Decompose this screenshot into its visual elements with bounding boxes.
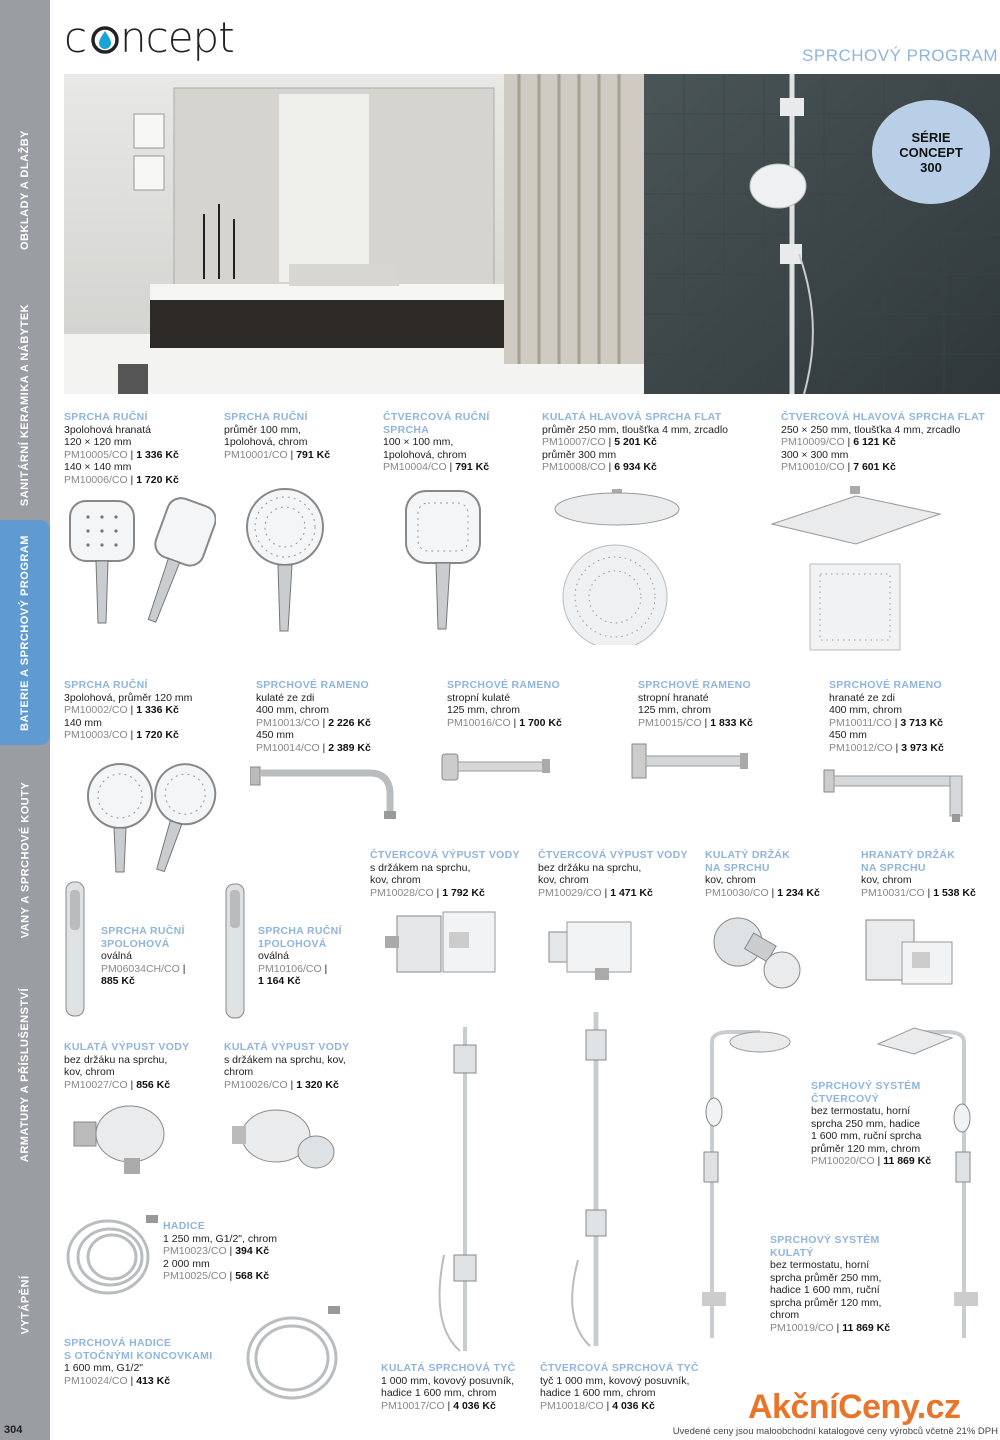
square-shower-rail-image <box>560 1010 630 1350</box>
product-title: SPRCHA <box>383 423 430 436</box>
sidebar-item-label: VYTÁPĚNÍ <box>19 1275 32 1335</box>
product-title: KULATÝ <box>770 1246 814 1259</box>
sidebar-item-label: SANITÁRNÍ KERAMIKA A NÁBYTEK <box>19 303 32 507</box>
product-desc: průměr 120 mm, chrom <box>811 1142 921 1155</box>
product-p22: SPRCHOVÁ HADICE S OTOČNÝMI KONCOVKAMI 1 600 mm, G1/2" PM10024/CO | 413 Kč <box>64 1337 213 1387</box>
product-p10: SPRCHOVÉ RAMENO hranaté ze zdi 400 mm, chrom PM10011/CO | 3 713 Kč 450 mm PM10012/CO | 3 973 Kč <box>829 679 944 754</box>
product-p15: SPRCHA RUČNÍ 3POLOHOVÁ oválná PM06034CH/CO | 885 Kč <box>101 925 186 987</box>
oval-hand-shower-1-image <box>220 882 250 1022</box>
sidebar-item-armatury[interactable] <box>0 975 50 1175</box>
product-code: PM10028/CO <box>370 886 434 899</box>
round-hand-shower-pair-image <box>84 758 224 878</box>
product-desc: 140 mm <box>64 716 102 729</box>
product-p13: KULATÝ DRŽÁK NA SPRCHU kov, chrom PM10030/CO | 1 234 Kč <box>705 849 820 899</box>
product-desc: 3polohová, průměr 120 mm <box>64 691 193 704</box>
brand-logo <box>64 14 234 73</box>
product-code: PM10007/CO <box>542 436 606 448</box>
product-desc: tyč 1 000 mm, kovový posuvník, <box>540 1374 690 1387</box>
product-p7: SPRCHOVÉ RAMENO kulaté ze zdi 400 mm, chrom PM10013/CO | 2 226 Kč 450 mm PM10014/CO | 2 389 Kč <box>256 679 371 754</box>
square-ceiling-arm-image <box>630 742 760 782</box>
section-title: SPRCHOVÝ PROGRAM <box>802 46 998 65</box>
svg-text:ncept: ncept <box>120 14 234 62</box>
product-desc: bez držáku na sprchu, <box>538 861 642 874</box>
product-desc: 125 mm, chrom <box>638 704 711 716</box>
square-outlet-holder-image <box>385 910 500 980</box>
product-title: SPRCHOVÉ RAMENO <box>256 679 370 691</box>
sidebar-item-vytapeni[interactable] <box>0 1250 50 1360</box>
product-price: 1 792 Kč <box>442 886 485 899</box>
svg-text:c: c <box>64 14 87 62</box>
product-title: ČTVERCOVÁ VÝPUST VODY <box>370 849 520 861</box>
product-p24: ČTVERCOVÁ SPRCHOVÁ TYČ tyč 1 000 mm, kovový posuvník, hadice 1 600 mm, chrom PM10018/CO | 4 036 Kč <box>540 1362 699 1412</box>
round-hand-shower-image <box>240 485 330 635</box>
product-desc: průměr 300 mm <box>542 448 617 461</box>
product-code: PM10012/CO <box>829 741 893 754</box>
product-desc: 1 000 mm, kovový posuvník, <box>381 1374 515 1387</box>
product-p23: KULATÁ SPRCHOVÁ TYČ 1 000 mm, kovový posuvník, hadice 1 600 mm, chrom PM10017/CO | 4 036 Kč <box>381 1362 516 1412</box>
product-code: PM10030/CO <box>705 886 769 899</box>
product-code: PM10023/CO <box>163 1245 227 1257</box>
product-title: SPRCHA RUČNÍ <box>64 411 148 423</box>
watermark: AkčníCeny.cz <box>748 1388 961 1426</box>
product-p6: SPRCHA RUČNÍ 3polohová, průměr 120 mm PM10002/CO | 1 336 Kč 140 mm PM10003/CO | 1 720 Kč <box>64 679 193 741</box>
product-code: PM10026/CO <box>224 1078 288 1091</box>
product-desc: 140 × 140 mm <box>64 461 132 473</box>
product-p11: ČTVERCOVÁ VÝPUST VODY s držákem na sprchu, kov, chrom PM10028/CO | 1 792 Kč <box>370 849 520 899</box>
page-number: 304 <box>4 1424 23 1436</box>
product-desc: 3polohová hranatá <box>64 423 151 436</box>
round-shower-rail-image <box>430 1025 500 1355</box>
product-title: KULATÝ DRŽÁK <box>705 849 791 861</box>
product-code: PM10001/CO <box>224 448 288 461</box>
product-title: KULATÁ HLAVOVÁ SPRCHA FLAT <box>542 411 722 423</box>
product-title: KULATÁ VÝPUST VODY <box>64 1041 190 1053</box>
sidebar <box>0 0 50 1440</box>
product-desc: 2 000 mm <box>163 1257 210 1270</box>
product-desc: kov, chrom <box>705 874 756 886</box>
sidebar-item-label: VANY A SPRCHOVÉ KOUTY <box>19 781 32 939</box>
product-desc: 125 mm, chrom <box>447 704 520 716</box>
product-code: PM10106/CO <box>258 962 322 975</box>
product-price: 1 538 Kč <box>933 886 976 899</box>
hero-image <box>64 74 1000 394</box>
product-title: HADICE <box>163 1220 206 1232</box>
product-p1: SPRCHA RUČNÍ 3polohová hranatá 120 × 120 mm PM10005/CO | 1 336 Kč 140 × 140 mm PM10006/CO | 1 720 Kč <box>64 411 179 486</box>
product-code: PM06034CH/CO <box>101 962 180 975</box>
product-desc: hranaté ze zdi <box>829 691 895 704</box>
product-title: 1POLOHOVÁ <box>258 937 327 950</box>
product-p20: HADICE 1 250 mm, G1/2", chrom PM10023/CO | 394 Kč 2 000 mm PM10025/CO | 568 Kč <box>163 1220 278 1282</box>
square-head-shower-image <box>770 484 945 654</box>
product-desc: 100 × 100 mm, <box>383 436 454 448</box>
product-price: 394 Kč <box>235 1245 270 1257</box>
badge-line-1: SÉRIE <box>911 129 951 145</box>
product-p5: ČTVERCOVÁ HLAVOVÁ SPRCHA FLAT 250 × 250 mm, tloušťka 4 mm, zrcadlo PM10009/CO | 6 121 Kč 300 × 300 mm PM10010/CO | 7 601 Kč <box>781 411 985 473</box>
product-desc: chrom <box>224 1066 254 1078</box>
round-outlet-holder-image <box>232 1100 342 1175</box>
product-price: 1 164 Kč <box>258 975 301 987</box>
product-title: SPRCHOVÝ SYSTÉM <box>770 1234 880 1246</box>
product-desc: 250 × 250 mm, tloušťka 4 mm, zrcadlo <box>781 423 961 436</box>
product-desc: chrom <box>770 1309 800 1321</box>
product-desc: stropní kulaté <box>447 691 511 704</box>
product-desc: stropní hranaté <box>638 691 709 704</box>
product-code: PM10024/CO <box>64 1374 128 1387</box>
product-code: PM10013/CO <box>256 716 320 729</box>
sidebar-item-obklady[interactable] <box>0 100 50 280</box>
product-price: 856 Kč <box>136 1078 171 1091</box>
round-wall-arm-image <box>250 765 410 825</box>
product-code: PM10008/CO <box>542 461 606 473</box>
product-title: SPRCHOVÉ RAMENO <box>638 679 752 691</box>
badge-line-3: 300 <box>920 159 942 175</box>
sidebar-item-vany[interactable] <box>0 760 50 960</box>
product-desc: bez držáku na sprchu, <box>64 1053 168 1066</box>
product-code: PM10010/CO <box>781 461 845 473</box>
product-price: 791 Kč <box>455 461 490 473</box>
product-code: PM10015/CO <box>638 716 702 729</box>
product-desc: 300 × 300 mm <box>781 448 849 461</box>
product-p8: SPRCHOVÉ RAMENO stropní kulaté 125 mm, chrom PM10016/CO | 1 700 Kč <box>447 679 562 729</box>
product-price: 1 720 Kč <box>136 473 179 486</box>
product-p14: HRANATÝ DRŽÁK NA SPRCHU kov, chrom PM10031/CO | 1 538 Kč <box>861 849 976 899</box>
product-desc: sprcha průměr 120 mm, <box>770 1296 882 1309</box>
product-desc: 400 mm, chrom <box>829 704 902 716</box>
product-code: PM10005/CO <box>64 448 128 461</box>
product-price: 11 869 Kč <box>883 1155 932 1167</box>
product-desc: průměr 100 mm, <box>224 423 302 436</box>
product-code: PM10031/CO <box>861 886 925 899</box>
round-holder-image <box>708 910 803 1000</box>
product-code: PM10014/CO <box>256 741 320 754</box>
product-p16: SPRCHA RUČNÍ 1POLOHOVÁ oválná PM10106/CO | 1 164 Kč <box>258 925 342 987</box>
product-desc: 120 × 120 mm <box>64 436 132 448</box>
product-title: ČTVERCOVÁ SPRCHOVÁ TYČ <box>540 1362 699 1374</box>
product-price: 1 720 Kč <box>136 729 179 741</box>
sidebar-item-label: ARMATURY A PŘÍSLUŠENSTVÍ <box>19 987 32 1163</box>
product-desc: 450 mm <box>256 729 294 741</box>
product-desc: oválná <box>101 950 132 962</box>
product-p19: SPRCHOVÝ SYSTÉM ČTVERCOVÝ bez termostatu, horní sprcha 250 mm, hadice 1 600 mm, ruční sprcha průměr 120 mm, chrom PM10020/CO | 11 869 Kč <box>811 1080 932 1167</box>
hose-swivel-image <box>236 1300 346 1410</box>
product-desc: oválná <box>258 950 289 962</box>
product-desc: bez termostatu, horní <box>770 1259 870 1271</box>
product-desc: 400 mm, chrom <box>256 704 329 716</box>
product-desc: průměr 250 mm, tloušťka 4 mm, zrcadlo <box>542 423 728 436</box>
product-price: 1 700 Kč <box>519 716 562 729</box>
price-note: Uvedené ceny jsou maloobchodní katalogové ceny výrobců včetně 21% DPH <box>672 1426 998 1437</box>
product-code: PM10020/CO <box>811 1155 875 1167</box>
product-p4: KULATÁ HLAVOVÁ SPRCHA FLAT průměr 250 mm, tloušťka 4 mm, zrcadlo PM10007/CO | 5 201 Kč průměr 300 mm PM10008/CO | 6 934 Kč <box>542 411 728 473</box>
product-price: 1 336 Kč <box>136 704 179 716</box>
product-desc: bez termostatu, horní <box>811 1105 911 1117</box>
product-title: KULATÁ VÝPUST VODY <box>224 1041 350 1053</box>
product-p21: SPRCHOVÝ SYSTÉM KULATÝ bez termostatu, horní sprcha průměr 250 mm, hadice 1 600 mm, ruční sprcha průměr 120 mm, chrom PM10019/CO | 11 869 Kč <box>770 1234 891 1334</box>
product-code: PM10025/CO <box>163 1270 227 1282</box>
product-title: SPRCHA RUČNÍ <box>258 925 342 937</box>
product-desc: hadice 1 600 mm, chrom <box>381 1387 497 1399</box>
product-desc: s držákem na sprchu, kov, <box>224 1053 346 1066</box>
product-p17: KULATÁ VÝPUST VODY bez držáku na sprchu, kov, chrom PM10027/CO | 856 Kč <box>64 1041 190 1091</box>
hose-coil-image <box>62 1205 162 1305</box>
product-code: PM10027/CO <box>64 1078 128 1091</box>
product-desc: 1polohová, chrom <box>383 448 467 461</box>
product-code: PM10019/CO <box>770 1321 834 1334</box>
product-code: PM10003/CO <box>64 729 128 741</box>
product-desc: kov, chrom <box>538 874 589 886</box>
product-price: 791 Kč <box>296 448 331 461</box>
product-desc: kov, chrom <box>370 874 421 886</box>
product-price: 5 201 Kč <box>614 436 657 448</box>
product-title: ČTVERCOVÁ RUČNÍ <box>383 411 490 423</box>
product-price: 1 234 Kč <box>777 886 820 899</box>
product-desc: sprcha průměr 250 mm, <box>770 1271 882 1284</box>
square-outlet-image <box>543 912 643 982</box>
product-price: 3 973 Kč <box>901 741 944 754</box>
product-code: PM10006/CO <box>64 473 128 486</box>
product-price: 11 869 Kč <box>842 1321 891 1334</box>
oval-hand-shower-3-image <box>60 880 90 1020</box>
product-price: 1 336 Kč <box>136 448 179 461</box>
product-desc: hadice 1 600 mm, ruční <box>770 1284 880 1296</box>
product-desc: 1 600 mm, ruční sprcha <box>811 1130 922 1142</box>
square-holder-image <box>862 916 957 996</box>
product-title: 3POLOHOVÁ <box>101 937 170 950</box>
product-title: ČTVERCOVÁ HLAVOVÁ SPRCHA FLAT <box>781 411 985 423</box>
square-hand-shower-single-image <box>398 485 488 635</box>
product-desc: hadice 1 600 mm, chrom <box>540 1387 656 1399</box>
product-price: 6 121 Kč <box>853 436 896 448</box>
product-title: SPRCHOVÁ HADICE <box>64 1337 172 1349</box>
product-price: 885 Kč <box>101 975 135 987</box>
product-title: SPRCHOVÉ RAMENO <box>447 679 561 691</box>
product-desc: 1 250 mm, G1/2", chrom <box>163 1232 278 1245</box>
product-desc: 450 mm <box>829 729 867 741</box>
product-code: PM10029/CO <box>538 886 602 899</box>
product-desc: kov, chrom <box>861 874 912 886</box>
product-code: PM10009/CO <box>781 436 845 448</box>
product-desc: 1 600 mm, G1/2" <box>64 1362 144 1374</box>
product-price: 4 036 Kč <box>453 1399 496 1412</box>
product-title: NA SPRCHU <box>861 861 926 874</box>
round-outlet-image <box>72 1102 172 1177</box>
product-price: 1 471 Kč <box>610 886 653 899</box>
product-desc: sprcha 250 mm, hadice <box>811 1117 921 1130</box>
product-title: KULATÁ SPRCHOVÁ TYČ <box>381 1362 516 1374</box>
product-title: S OTOČNÝMI KONCOVKAMI <box>64 1349 213 1362</box>
product-title: SPRCHA RUČNÍ <box>64 679 148 691</box>
badge-line-2: CONCEPT <box>899 144 963 160</box>
concept-logo-icon <box>64 14 234 62</box>
product-p3: ČTVERCOVÁ RUČNÍ SPRCHA 100 × 100 mm, 1polohová, chrom PM10004/CO | 791 Kč <box>383 411 490 473</box>
product-price: 3 713 Kč <box>900 716 944 729</box>
square-wall-arm-image <box>822 768 972 828</box>
product-title: SPRCHOVÉ RAMENO <box>829 679 943 691</box>
sidebar-item-label: OBKLADY A DLAŽBY <box>19 129 32 251</box>
product-price: 6 934 Kč <box>614 461 657 473</box>
product-code: PM10018/CO <box>540 1399 604 1412</box>
sidebar-item-baterie[interactable] <box>0 520 50 745</box>
product-title: ČTVERCOVÝ <box>811 1092 880 1105</box>
square-hand-shower-image <box>66 495 216 640</box>
product-price: 1 833 Kč <box>710 716 753 729</box>
product-p2: SPRCHA RUČNÍ průměr 100 mm, 1polohová, chrom PM10001/CO | 791 Kč <box>224 411 331 461</box>
product-desc: 1polohová, chrom <box>224 436 308 448</box>
round-head-shower-image <box>552 485 682 645</box>
product-title: SPRCHA RUČNÍ <box>101 925 185 937</box>
product-price: 413 Kč <box>136 1374 171 1387</box>
product-code: PM10002/CO <box>64 704 128 716</box>
product-title: ČTVERCOVÁ VÝPUST VODY <box>538 849 688 861</box>
product-desc: kulaté ze zdi <box>256 691 315 704</box>
product-title: SPRCHA RUČNÍ <box>224 411 308 423</box>
product-title: SPRCHOVÝ SYSTÉM <box>811 1080 921 1092</box>
product-price: 4 036 Kč <box>612 1399 655 1412</box>
product-code: PM10017/CO <box>381 1399 445 1412</box>
product-title: NA SPRCHU <box>705 861 770 874</box>
product-code: PM10016/CO <box>447 716 511 729</box>
product-code: PM10011/CO <box>829 716 892 729</box>
product-p12: ČTVERCOVÁ VÝPUST VODY bez držáku na sprchu, kov, chrom PM10029/CO | 1 471 Kč <box>538 849 688 899</box>
product-desc: s držákem na sprchu, <box>370 861 471 874</box>
product-price: 2 226 Kč <box>328 716 371 729</box>
product-code: PM10004/CO <box>383 461 447 473</box>
product-p9: SPRCHOVÉ RAMENO stropní hranaté 125 mm, chrom PM10015/CO | 1 833 Kč <box>638 679 753 729</box>
round-ceiling-arm-image <box>440 748 560 788</box>
product-price: 7 601 Kč <box>853 461 896 473</box>
product-price: 1 320 Kč <box>296 1078 339 1091</box>
sidebar-item-keramika[interactable] <box>0 290 50 520</box>
sidebar-item-label: BATERIE A SPRCHOVÝ PROGRAM <box>19 534 32 731</box>
product-title: HRANATÝ DRŽÁK <box>861 849 956 861</box>
product-price: 568 Kč <box>235 1270 270 1282</box>
product-desc: kov, chrom <box>64 1066 115 1078</box>
series-badge <box>872 100 990 204</box>
product-price: 2 389 Kč <box>328 741 371 754</box>
product-p18: KULATÁ VÝPUST VODY s držákem na sprchu, kov, chrom PM10026/CO | 1 320 Kč <box>224 1041 350 1091</box>
